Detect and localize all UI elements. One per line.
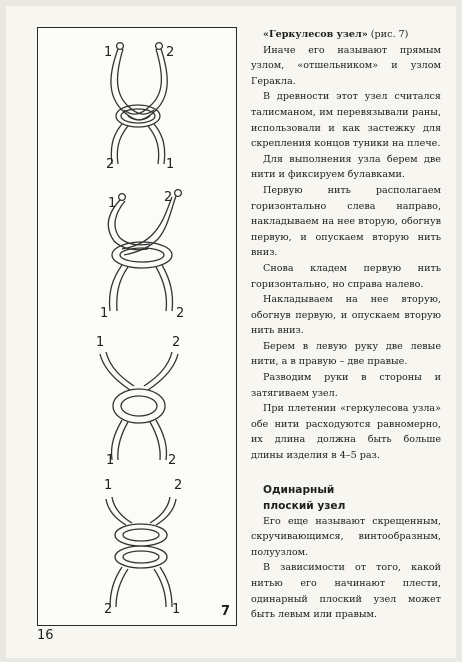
thread-label: 1 bbox=[106, 453, 115, 468]
figure-7-box bbox=[37, 27, 237, 626]
thread-label: 2 bbox=[174, 478, 183, 493]
thread-label: 2 bbox=[104, 602, 113, 617]
thread-label: 1 bbox=[104, 45, 113, 60]
thread-label: 2 bbox=[176, 306, 185, 321]
heading-figure-ref: (рис. 7) bbox=[367, 29, 409, 40]
thread-label: 2 bbox=[168, 453, 177, 468]
paragraph: Первую нить располагаем горизонтально слева направо, накладываем на нее вторую, обогнув первую, и опускаем вторую нить вниз. bbox=[251, 184, 441, 259]
paragraph: Для выполнения узла берем две нити и фиксируем булавками. bbox=[251, 153, 441, 181]
thread-label: 1 bbox=[108, 196, 117, 211]
paragraph: Иначе его называют прямым узлом, «отшельником» и узлом Геракла. bbox=[251, 44, 441, 87]
thread-label: 1 bbox=[172, 602, 181, 617]
knot-diagram-3 bbox=[38, 330, 236, 470]
section-heading bbox=[251, 27, 441, 43]
figure-number: 7 bbox=[220, 604, 230, 619]
paragraph: Его еще называют скрещенным, скручивающимся, винтообразным, полуузлом. bbox=[251, 515, 441, 558]
paragraph: Накладываем на нее вторую, обогнув первую, и опускаем вторую нить вниз. bbox=[251, 294, 441, 337]
thread-label: 1 bbox=[96, 335, 105, 350]
thread-label: 2 bbox=[164, 190, 173, 205]
thread-label: 1 bbox=[104, 478, 113, 493]
knot-illustration bbox=[38, 330, 236, 470]
knot-diagram-1 bbox=[38, 36, 236, 176]
paragraph: Разводим руки в стороны и затягиваем узел. bbox=[251, 372, 441, 399]
knot-illustration bbox=[38, 183, 236, 323]
text-column bbox=[251, 27, 441, 623]
paragraph: Берем в левую руку две левые нити, а в правую – две правые. bbox=[251, 340, 441, 368]
heading-title: «Геркулесов узел» bbox=[263, 29, 368, 40]
paragraph: При плетении «геркулесова узла» обе нити расходуются равномерно, их длина должна быть больше длины изделия в 4–5 раз. bbox=[251, 403, 441, 462]
paragraph: В древности этот узел считался талисманом, им перевязывали раны, использовали и как застежку для скрепления концов туники на плече. bbox=[251, 91, 441, 150]
thread-label: 2 bbox=[172, 335, 181, 350]
thread-label: 1 bbox=[100, 306, 109, 321]
knot-illustration bbox=[38, 36, 236, 176]
paragraph: В зависимости от того, какой нитью его начинают плести, одинарный плоский узел может быть левым или правым. bbox=[251, 562, 441, 621]
subheading bbox=[251, 482, 441, 514]
knot-diagram-2 bbox=[38, 183, 236, 323]
knot-diagram-4 bbox=[38, 477, 236, 617]
page-number: 16 bbox=[37, 628, 54, 643]
thread-label: 1 bbox=[166, 157, 175, 172]
subheading-line: Одинарный bbox=[263, 483, 335, 496]
knot-illustration bbox=[38, 477, 236, 617]
thread-label: 2 bbox=[166, 45, 175, 60]
subheading-line: плоский узел bbox=[263, 499, 346, 512]
thread-label: 2 bbox=[106, 157, 115, 172]
paragraph: Снова кладем первую нить горизонтально, но справа налево. bbox=[251, 262, 441, 290]
